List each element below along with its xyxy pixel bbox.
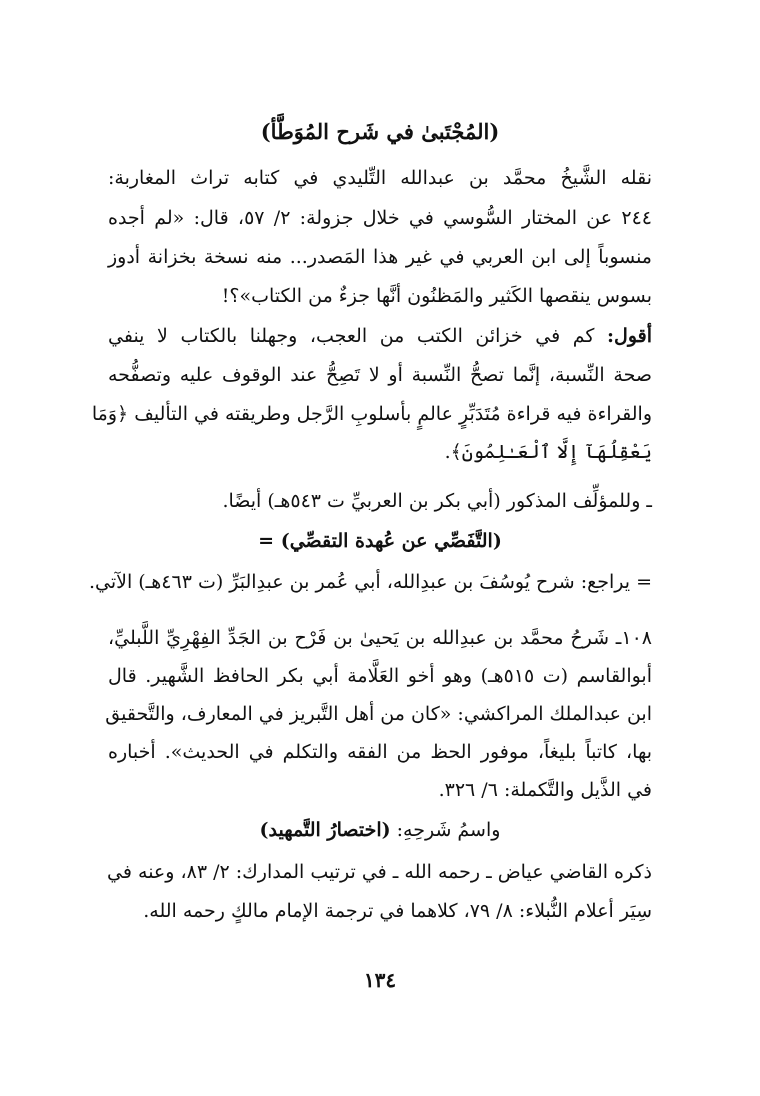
entry-line: ابن عبدالملك المراكشي: «كان من أهل التَّبريز في المعارف، والتَّحقيق [105,703,652,725]
text-line: يَعْقِلُهَآ إِلَّا ٱلْعَـٰلِمُونَ﴾. [444,441,652,463]
section-title: (المُجْتَبىٰ في شَرح المُوَطَّأ) [260,119,500,144]
commentary-name-line [108,816,652,844]
text-line: ٢٤٤ عن المختار السُّوسي في خلال جزولة: ٢/ ٥٧، قال: «لم أجده [108,207,652,229]
text-line: سِيَر أعلام النُّبلاء: ٨/ ٧٩، كلاهما في ترجمة الإمام مالكٍ رحمه الله. [143,900,652,922]
commentary-name-label: واسمُ شَرحِهِ: [396,819,501,841]
comment-first-line [108,322,652,350]
entry-line: أبوالقاسم (ت ٥١٥هـ) وهو أخو العَلَّامة أبي بكر الحافظ الشَّهير. قال [108,665,653,687]
text-line: نقله الشَّيخُ محمَّد بن عبدالله التِّليدي في كتابه تراث المغاربة: [108,167,652,189]
comment-label: أقول: [607,325,652,347]
entry-line: ١٠٨ـ شَرحُ محمَّد بن عبدِالله بن يَحيىٰ بن فَرْح بن الجَدِّ الفِهْرِيِّ اللَّبليِّ، [108,627,652,649]
entry-line: بها، كاتباً بليغاً، موفور الحظ من الفقه والتكلم في الحديث». أخباره [108,741,652,763]
text-line: بسوس ينقصها الكَثير والمَظنُون أنَّها جزءٌ من الكتاب»؟! [221,285,652,307]
text-line: = يراجع: شرح يُوسُفَ بن عبدِالله، أبي عُمر بن عبدِالبَرِّ (ت ٤٦٣هـ) الآتي. [88,571,652,593]
page-number: ١٣٤ [363,968,397,992]
comment-text: كم في خزائن الكتب من العجب، وجهلنا بالكتاب لا ينفي [108,325,595,347]
commentary-name-title: (اختصارُ التَّمهيد) [259,819,391,841]
entry-line: في الذَّيل والتَّكملة: ٦/ ٣٢٦. [438,779,652,801]
text-line: ـ وللمؤلِّف المذكور (أبي بكر بن العربيِّ ت ٥٤٣هـ) أيضًا. [222,490,652,512]
text-line: صحة النِّسبة، إنَّما تصحُّ النِّسبة أو لا تَصِحُّ عند الوقوف عليه وتصفُّحه [108,364,652,386]
text-line: والقراءة فيه قراءة مُتَدَبِّرٍ عالمٍ بأسلوبِ الرَّجل وطريقته في التأليف ﴿وَمَا [91,403,652,425]
text-line: ذكره القاضي عياض ـ رحمه الله ـ في ترتيب المدارك: ٢/ ٨٣، وعنه في [107,861,652,883]
section-title: (التَّفَصِّي عن عُهدة التقصِّي) = [258,530,502,552]
text-line: منسوباً إلى ابن العربي في غير هذا المَصدر... منه نسخة بخزانة أدوز [108,246,652,268]
